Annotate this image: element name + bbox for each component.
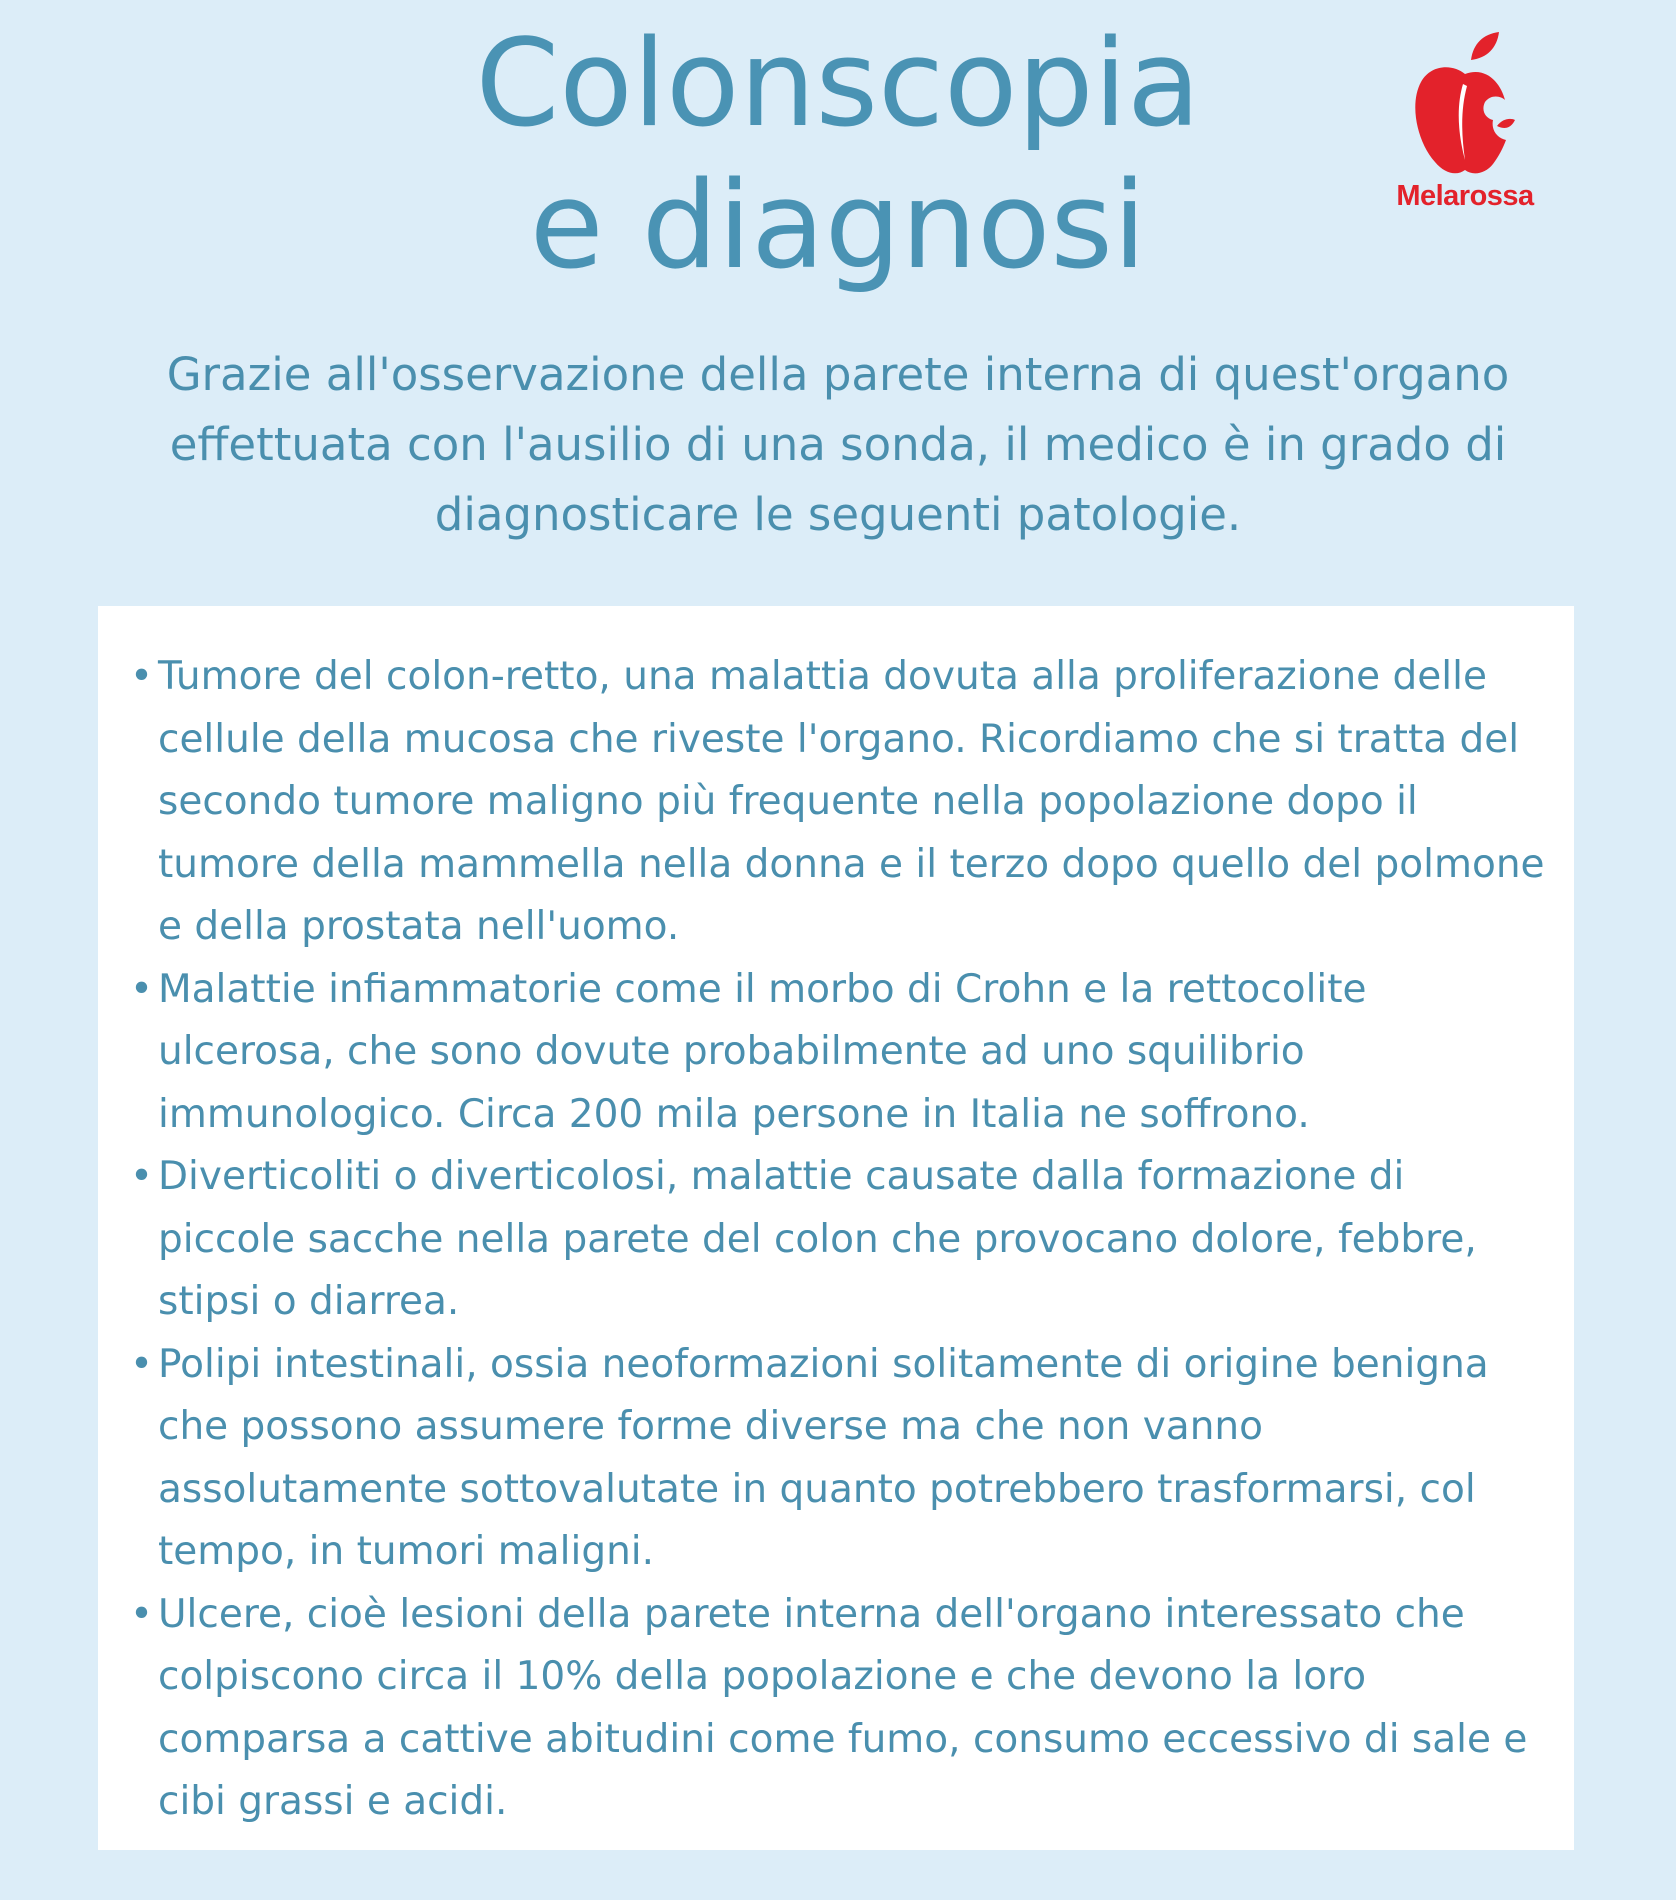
list-item-text: Polipi intestinali, ossia neoformazioni solitamente di origine benigna che possono assumere forme diverse ma che non vanno assolutamente sottovalutate in quanto potrebbero trasformarsi, col tempo, in tumori maligni. [158,1341,1489,1574]
bullet: • [130,1341,154,1387]
list-item [130,1146,1550,1334]
melarossa-logo [1375,30,1555,230]
list-item [130,646,1550,959]
title-line-1: Colonscopia [475,15,1201,154]
bullet: • [130,1591,154,1637]
content-panel [98,606,1574,1850]
bullet: • [130,1154,154,1199]
intro-text: Grazie all'osservazione della parete interna di quest'organo effettuata con l'ausilio di una sonda, il medico è in grado di diagnosticare le seguenti patologie. [166,348,1510,541]
bullet: • [130,654,154,699]
page-title [200,14,1476,298]
logo-text: Melarossa [1396,180,1534,212]
list-item-text: Diverticoliti o diverticolosi, malattie causate dalla formazione di piccole sacche nella parete del colon che provocano dolore, febbre, stipsi o diarrea. [158,1154,1477,1324]
title-line-2: e diagnosi [529,157,1147,296]
list-item-text: Ulcere, cioè lesioni della parete interna dell'organo interessato che colpiscono circa il 10% della popolazione e che devono la loro comparsa a cattive abitudini come fumo, consumo eccessivo di sale e cibi grassi e acidi. [158,1591,1528,1824]
bullet: • [130,966,154,1012]
list-item [130,1334,1550,1584]
list-item [130,1584,1550,1834]
list-item [130,959,1550,1147]
list-item-text: Tumore del colon-retto, una malattia dovuta alla proliferazione delle cellule della mucosa che riveste l'organo. Ricordiamo che si tratta del secondo tumore maligno più frequente nella popolazione dopo il tumore della mammella nella donna e il terzo dopo quello del polmone e della prostata nell'uomo. [158,654,1545,949]
list-item-text: Malattie infiammatorie come il morbo di Crohn e la rettocolite ulcerosa, che sono dovute probabilmente ad uno squilibrio immunologico. Circa 200 mila persone in Italia ne soffrono. [158,966,1367,1137]
pathology-list [130,646,1550,1834]
apple-icon [1413,30,1517,180]
